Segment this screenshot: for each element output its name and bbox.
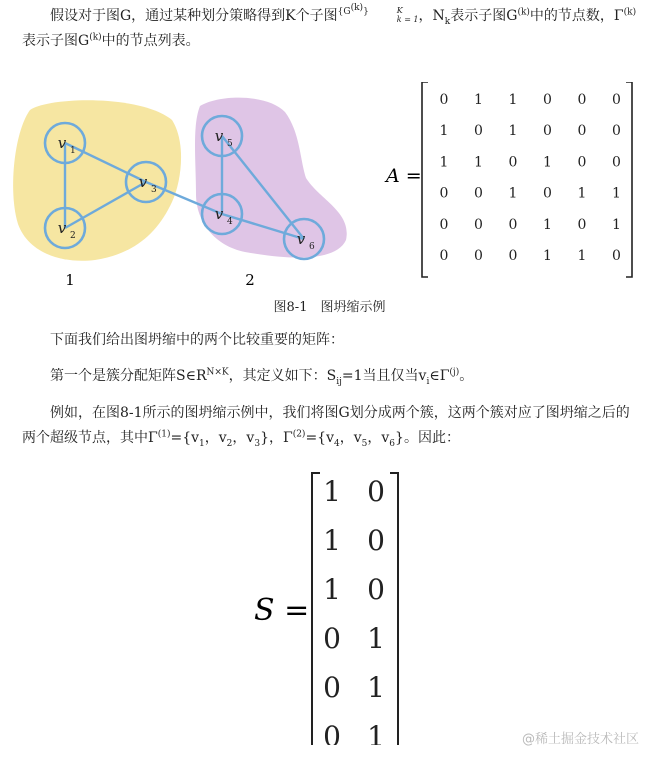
matrix-a-cell: 1 — [543, 154, 552, 171]
matrix-s-cell: 0 — [367, 475, 385, 508]
matrix-a-cell: 0 — [612, 154, 621, 171]
matrix-s-cell: 1 — [367, 720, 385, 745]
matrix-s-cell: 0 — [367, 573, 385, 606]
matrix-a-cell: 0 — [543, 92, 552, 108]
node-label: v — [214, 205, 224, 223]
matrix-a-cells — [440, 92, 621, 264]
matrices-intro: 下面我们给出图坍缩中的两个比较重要的矩阵： — [50, 332, 344, 348]
matrix-a-cell: 0 — [577, 216, 587, 233]
node-label-sub: 1 — [70, 146, 76, 156]
matrix-a-cell: 0 — [612, 92, 621, 108]
node-label-sub: 5 — [227, 139, 233, 149]
matrix-s-brackets — [312, 473, 398, 745]
matrix-s-cell: 0 — [367, 524, 385, 557]
node-label: v — [296, 230, 306, 248]
matrix-a-cell: 1 — [474, 92, 483, 108]
matrix-a-cell: 1 — [612, 185, 621, 202]
matrix-a-cell: 0 — [508, 216, 518, 233]
matrix-a-cell: 0 — [612, 248, 621, 264]
matrix-a-cell: 0 — [543, 185, 552, 202]
cluster-1-region — [13, 100, 181, 260]
node-label: v — [214, 127, 224, 145]
matrix-a-cell: 1 — [577, 248, 587, 264]
matrix-s-cell: 0 — [323, 671, 341, 704]
matrix-a-cell: 0 — [612, 123, 621, 140]
figure-caption: 图8-1 图坍缩示例 — [273, 300, 386, 315]
matrix-a-cell: 0 — [439, 216, 449, 233]
matrix-a-cell: 0 — [543, 123, 552, 140]
node-label-sub: 4 — [227, 217, 233, 227]
matrix-a-cell: 0 — [577, 154, 587, 171]
matrix-s-figure — [0, 465, 659, 745]
cluster-label-2: 2 — [245, 271, 255, 289]
matrix-a-cell: 0 — [439, 185, 449, 202]
matrix-s-cell: 1 — [367, 622, 385, 655]
matrix-s-cell: 1 — [367, 671, 385, 704]
node-label: v — [57, 134, 67, 152]
assignment-matrix-definition: 第一个是簇分配矩阵$S\in R^{N\times K}$，其定义如下：$S_{ij}=1$当且仅当$v_i\in\Gamma^{(j)}$。 — [50, 367, 474, 387]
matrix-a-cell: 0 — [474, 216, 483, 233]
matrix-a-cell: 1 — [508, 92, 518, 108]
matrix-a-cell: 1 — [543, 248, 552, 264]
matrix-a-cell: 0 — [439, 248, 449, 264]
matrix-a-right-bracket — [626, 82, 632, 277]
cluster-label-1: 1 — [65, 271, 75, 289]
matrix-s-cell: 1 — [323, 524, 341, 557]
matrix-s-cell: 0 — [323, 622, 341, 655]
matrix-a-cell: 1 — [612, 216, 621, 233]
matrix-a-cell: 1 — [439, 154, 449, 171]
matrix-a-left-bracket — [422, 82, 428, 277]
matrix-a-cell: 0 — [508, 154, 518, 171]
matrix-a-cell: 0 — [439, 92, 449, 108]
matrix-a-cell: 0 — [474, 123, 483, 140]
matrix-s-left-bracket — [312, 473, 320, 745]
node-label-sub: 3 — [151, 185, 157, 195]
matrix-a-cell: 1 — [508, 123, 518, 140]
node-label: v — [57, 219, 67, 237]
matrix-a-label: A = — [386, 165, 422, 187]
matrix-a-cell: 0 — [577, 123, 587, 140]
matrix-s-cells — [323, 475, 385, 745]
matrix-a-cell: 1 — [508, 185, 518, 202]
graph-collapse-figure — [0, 82, 659, 294]
matrix-a-cell: 1 — [577, 185, 587, 202]
matrix-s-cell: 1 — [323, 573, 341, 606]
matrix-s-right-bracket — [390, 473, 398, 745]
matrix-a-cell: 1 — [543, 216, 552, 233]
matrix-a-cell: 1 — [474, 154, 483, 171]
node-label-sub: 6 — [309, 242, 315, 252]
matrix-a-cell: 0 — [474, 185, 483, 202]
node-label: v — [138, 173, 148, 191]
matrix-a-cell: 0 — [508, 248, 518, 264]
matrix-a-brackets — [422, 82, 632, 277]
matrix-s-cell: 1 — [323, 475, 341, 508]
matrix-a-cell: 0 — [577, 92, 587, 108]
intro-paragraph: 假设对于图G，通过某种划分策略得到K个子图$^{\{G^{(k)}\}}$ K k = 1 ，$N_k$表示子图$G^{(k)}$中的节点数，$\Gamma^{(k)}$表示子图$G^{(k)}$中的节点列表。 — [22, 3, 637, 49]
node-label-sub: 2 — [70, 231, 76, 241]
subgraph-set: $^{\{G^{(k)}\}}$ K k = 1 — [337, 3, 419, 24]
matrix-a-cell: 1 — [439, 123, 449, 140]
matrix-a-cell: 0 — [474, 248, 483, 264]
example-paragraph: 例如，在图8-1所示的图坍缩示例中，我们将图G划分成两个簇，这两个簇对应了图坍缩之后的两个超级节点，其中$\Gamma^{(1)}=\{v_1$，$v_2$，$v_3$}，$\Gamma^{(2)}=\{v_4$，$v_5$，$v_6$}。因此： — [22, 405, 630, 449]
watermark: @稀土掘金技术社区 — [521, 732, 639, 747]
matrix-s-label: S = — [254, 593, 310, 628]
matrix-s-cell: 0 — [323, 720, 341, 745]
